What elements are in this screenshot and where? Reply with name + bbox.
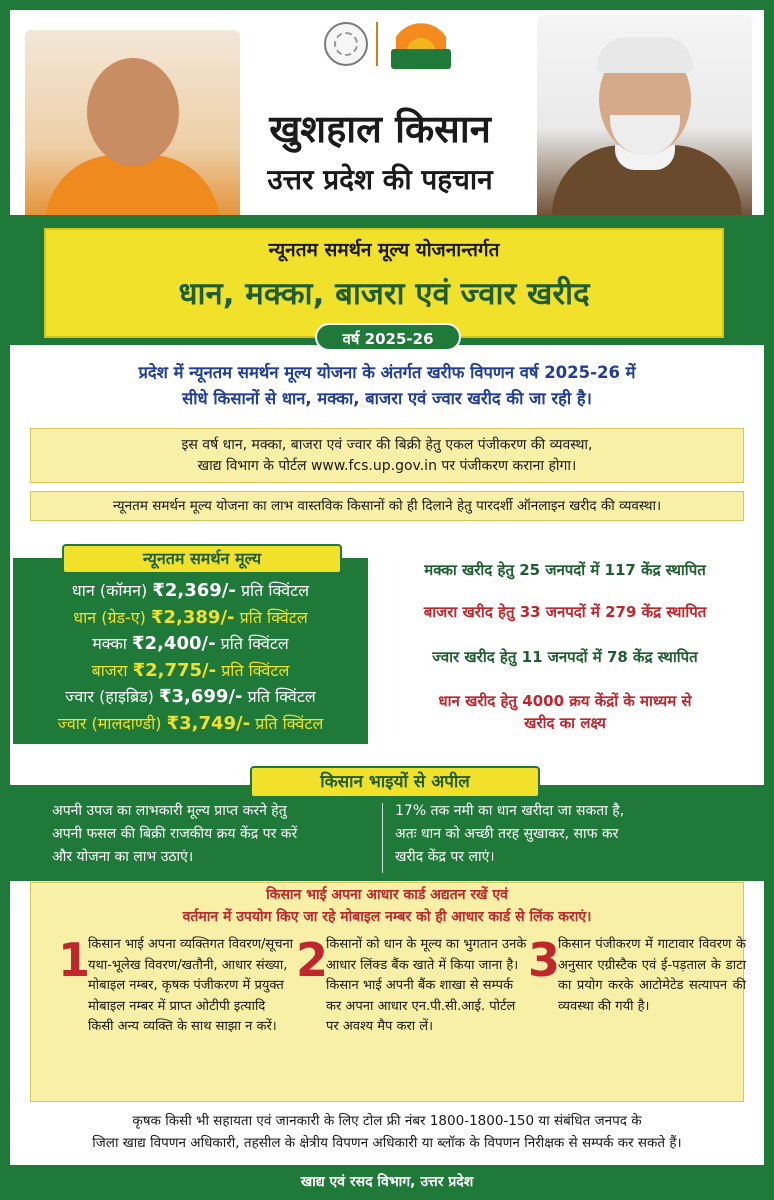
logos bbox=[315, 14, 465, 74]
transparency-info-box: न्यूनतम समर्थन मूल्य योजना का लाभ वास्तविक किसानों को ही दिलाने हेतु पारदर्शी ऑनलाइन खरीद की व्यवस्था। bbox=[30, 491, 744, 521]
deepotsav-logo-icon bbox=[386, 19, 456, 69]
logo-divider bbox=[376, 22, 378, 66]
jowar-centers-text: ज्वार खरीद हेतु 11 जनपदों में 78 केंद्र स्थापित bbox=[432, 648, 698, 666]
step-text: किसान भाई अपना व्यक्तिगत विवरण/सूचना यथा-भूलेख विवरण/खतौनी, आधार संख्या, मोबाइल नम्बर, कृषक पंजीकरण में प्रयुक्त मोबाइल नम्बर में प्राप्त ओटीपी इत्यादि किसी अन्य व्यक्ति के साथ साझा न करें। bbox=[88, 937, 294, 1034]
helpline-text: कृषक किसी भी सहायता एवं जानकारी के लिए टोल फ्री नंबर 1800-1800-150 या संबंधित जनपद के जिला खाद्य विपणन अधिकारी, तहसील के क्षेत्रीय विपणन अधिकारी या ब्लॉक के विपणन निरीक्षक से सम्पर्क कर सकते हैं। bbox=[92, 1113, 682, 1151]
registration-info-line: खाद्य विभाग के पोर्टल www.fcs.up.gov.in पर पंजीकरण कराना होगा। bbox=[197, 458, 577, 474]
maize-centers-text: मक्का खरीद हेतु 25 जनपदों में 117 केंद्र स्थापित bbox=[424, 561, 706, 579]
up-govt-emblem-icon bbox=[324, 22, 368, 66]
appeal-heading: किसान भाइयों से अपील bbox=[250, 766, 540, 798]
scheme-subtitle: न्यूनतम समर्थन मूल्य योजनान्तर्गत bbox=[268, 239, 500, 261]
step-number: 2 bbox=[296, 933, 329, 987]
appeal-right-text: 17% तक नमी का धान खरीदा जा सकता है, अतः धान को अच्छी तरह सुखाकर, साफ कर खरीद केंद्र पर लाएं। bbox=[395, 803, 625, 865]
step-number: 1 bbox=[58, 933, 91, 987]
msp-row: ज्वार (मालदाण्डी) ₹3,749/- प्रति क्विंटल bbox=[57, 712, 324, 734]
appeal-left-text: अपनी उपज का लाभकारी मूल्य प्राप्त करने हेतु अपनी फसल की बिक्री राजकीय क्रय केंद्र पर करें और योजना का लाभ उठाएं। bbox=[52, 803, 298, 865]
headline-secondary: उत्तर प्रदेश की पहचान bbox=[267, 163, 493, 196]
msp-row: बाजरा ₹2,775/- प्रति क्विंटल bbox=[91, 659, 290, 681]
scheme-title: धान, मक्का, बाजरा एवं ज्वार खरीद bbox=[178, 276, 590, 312]
paddy-centers-text: धान खरीद हेतु 4000 क्रय केंद्रों के माध्यम से खरीद का लक्ष्य bbox=[438, 692, 692, 732]
registration-info-box bbox=[30, 428, 744, 483]
footer-department: खाद्य एवं रसद विभाग, उत्तर प्रदेश bbox=[0, 1165, 774, 1200]
intro-paragraph bbox=[30, 360, 744, 412]
msp-row: मक्का ₹2,400/- प्रति क्विंटल bbox=[92, 633, 289, 654]
right-portrait-image bbox=[537, 15, 752, 220]
headline-primary: खुशहाल किसान bbox=[269, 107, 491, 151]
bajra-centers-text: बाजरा खरीद हेतु 33 जनपदों में 279 केंद्र स्थापित bbox=[423, 603, 707, 621]
figure-head-shape bbox=[87, 58, 179, 166]
msp-price-list bbox=[13, 578, 368, 737]
step-text: किसान पंजीकरण में गाटावार विवरण के अनुसार एग्रीस्टैक एवं ई-पड़ताल के डाटा का प्रयोग करके आटोमेटेड सत्यापन की व्यवस्था की गयी है। bbox=[558, 937, 746, 1014]
registration-info-line: इस वर्ष धान, मक्का, बाजरा एवं ज्वार की बिक्री हेतु एकल पंजीकरण की व्यवस्था, bbox=[181, 437, 593, 453]
year-badge: वर्ष 2025-26 bbox=[315, 323, 461, 351]
intro-line: प्रदेश में न्यूनतम समर्थन मूल्य योजना के अंतर्गत खरीफ विपणन वर्ष 2025-26 में bbox=[138, 363, 636, 382]
msp-row: धान (कॉमन) ₹2,369/- प्रति क्विंटल bbox=[71, 580, 310, 601]
step-text: किसानों को धान के मूल्य का भुगतान उनके आधार लिंक्ड बैंक खाते में किया जाना है। किसान भाई अपनी बैंक शाखा से सम्पर्क कर अपना आधार एन.पी.सी.आई. पोर्टल पर अवश्य मैप करा लें। bbox=[326, 937, 527, 1034]
msp-row: धान (ग्रेड-ए) ₹2,389/- प्रति क्विंटल bbox=[73, 606, 308, 628]
appeal-divider bbox=[382, 803, 383, 873]
step-number: 3 bbox=[528, 933, 561, 987]
msp-row: ज्वार (हाइब्रिड) ₹3,699/- प्रति क्विंटल bbox=[65, 686, 316, 707]
msp-heading: न्यूनतम समर्थन मूल्य bbox=[62, 544, 342, 574]
figure-hair-shape bbox=[597, 37, 693, 73]
intro-line: सीधे किसानों से धान, मक्का, बाजरा एवं ज्वार खरीद की जा रही है। bbox=[182, 389, 592, 408]
aadhaar-note: किसान भाई अपना आधार कार्ड अद्यतन रखें एवं वर्तमान में उपयोग किए जा रहे मोबाइल नम्बर को ही आधार कार्ड से लिंक कराएं। bbox=[182, 887, 592, 925]
